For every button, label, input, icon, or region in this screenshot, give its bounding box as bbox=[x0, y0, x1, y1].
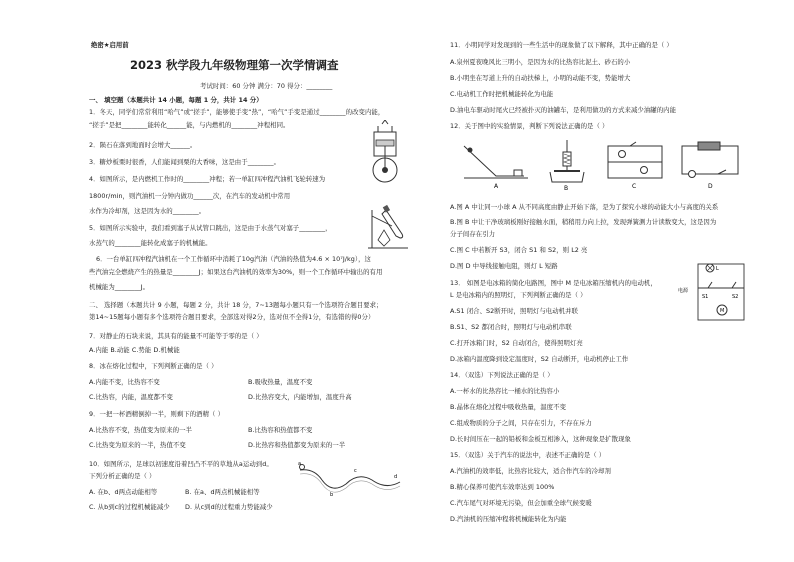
q2-line: 2．陨石在落到地面时会增大______。 bbox=[89, 141, 197, 149]
q1-line1: 1．冬天，同学们常常利用“哈气”或“搓手”，能够使手变“热”，“哈气”手变是通过________的改变内能， bbox=[89, 108, 385, 116]
q12-option-b1: B.图 B 中让干净玻璃板刚好接触水面，稍稍用力向上拉，发现弹簧测力计读数变大，这是因为 bbox=[450, 218, 717, 226]
q14-option-b: B.晶体在熔化过程中吸收热量，温度不变 bbox=[450, 403, 567, 411]
q10-option-c: C. 从b到c的过程机械能减少 bbox=[89, 503, 170, 511]
q7-options: A.内能 B.动能 C.势能 D.机械能 bbox=[89, 346, 180, 354]
q12-option-d: D.图 D 中导线接触电阻，则灯 L 短路 bbox=[450, 262, 558, 270]
fig-label-a: A bbox=[494, 183, 499, 190]
svg-text:a: a bbox=[298, 461, 302, 467]
circuit-s2-label: S2 bbox=[732, 294, 739, 300]
q9-option-c: C.比热变为原来的一半，热值不变 bbox=[89, 441, 186, 449]
q15-option-b: B.精心保养可使汽车效率达到 100% bbox=[450, 483, 555, 491]
circuit-lamp-label: L bbox=[716, 266, 719, 272]
q6-line3: 机械能为________J。 bbox=[89, 283, 150, 291]
q12-option-c: C.图 C 中若断开 S3，闭合 S1 和 S2，则 L2 亮 bbox=[450, 246, 588, 254]
q13-stem1: 13． 如图是电冰箱的简化电路图，图中 M 是电冰箱压缩机内的电动机， bbox=[450, 279, 657, 287]
q15-option-d: D.汽油机的压缩冲程将机械能转化为内能 bbox=[450, 515, 567, 523]
q3-line: 3．糖炒板栗时很香，人们能闻到栗的大香味，这是由于________。 bbox=[89, 158, 281, 166]
q4-line2: 1800r/min，则汽油机一分钟内做功______次，在汽车的发动机中常用 bbox=[89, 192, 291, 200]
q8-stem: 8．冰在熔化过程中，下列判断正确的是（ ） bbox=[89, 362, 218, 370]
q10-option-d: D. 从c到d的过程重力势能减少 bbox=[185, 503, 273, 511]
q9-option-d: D.比热容和热值都变为原来的一半 bbox=[248, 441, 346, 449]
svg-text:d: d bbox=[394, 474, 398, 480]
q14-stem: 14．（双选）下列说法正确的是（ ） bbox=[450, 371, 554, 379]
q10-option-b: B. 在a、d两点机械能相等 bbox=[185, 488, 260, 496]
q13-option-d: D.冰箱内温度降到设定温度时，S2 自动断开，电动机停止工作 bbox=[450, 355, 629, 363]
q4-line1: 4．如图所示，是内燃机工作时的________冲程；若一单缸四冲程汽油机飞轮转速为 bbox=[89, 175, 326, 183]
exam-info: 考试时间：60 分钟 满分：70 得分：________ bbox=[200, 82, 333, 90]
q15-option-a: A.汽油机的效率低，比热容比较大，适合作汽车的冷却剂 bbox=[450, 467, 611, 475]
q9-option-a: A.比热容不变，热值变为原来的一半 bbox=[89, 426, 192, 434]
q10-stem2: 下列分析正确的是（ ） bbox=[89, 472, 156, 480]
q9-option-b: B.比热容和热值都不变 bbox=[248, 426, 313, 434]
q14-option-c: C.组成物质的分子之间，只存在引力，不存在斥力 bbox=[450, 419, 592, 427]
q11-option-d: D.油电车驱动时尾火已经被扑灭的油罐车，是利用做功的方式来减少油罐的内能 bbox=[450, 106, 677, 114]
q12-figure-c bbox=[604, 140, 668, 192]
q14-option-a: A.一杯水的比热容比一桶水的比热容小 bbox=[450, 387, 560, 395]
q13-option-a: A.S1 闭合、S2断开时，照明灯与电动机并联 bbox=[450, 307, 578, 315]
svg-text:b: b bbox=[330, 492, 334, 496]
svg-text:c: c bbox=[354, 468, 357, 474]
q8-option-b: B.吸收热量，温度不变 bbox=[248, 378, 313, 386]
q15-option-c: C.汽车尾气对环境无污染，但会加重全球气候变暖 bbox=[450, 499, 592, 507]
q5-line1: 5．如图所示实验中，我们看到塞子从试管口跳出，这是由于水蒸气对塞子________， bbox=[89, 224, 332, 232]
q14-option-d: D.长时间压在一起的铅板和金板互相渗入，这种现象是扩散现象 bbox=[450, 435, 631, 443]
q4-line3: 水作为冷却剂，这是因为水的________。 bbox=[89, 207, 206, 215]
q6-line1: 6．一台单缸四冲程汽油机在一个工作循环中消耗了10g汽油（汽油的热值为4.6 × 10⁷J/kg），这 bbox=[96, 255, 371, 263]
q7-stem: 7．对静止的石块来说，其具有的能量不可能等于零的是（ ） bbox=[89, 332, 263, 340]
q8-option-a: A.内能不变，比热容不变 bbox=[89, 378, 160, 386]
q5-line2: 水蒸气的________能转化成塞子的机械能。 bbox=[89, 239, 212, 247]
section2-title: 二、 选择题（本题共计 9 小题，每题 2 分，共计 18 分，7~13题每小题只有一个选项符合题目要求； bbox=[89, 301, 383, 309]
engine-figure bbox=[360, 120, 412, 186]
q12-stem: 12．关于图中的实验情景，判断下列说法正确的是（ ） bbox=[450, 122, 609, 130]
q11-stem: 11．小明同学对发现到的一些生活中的现象做了以下解释，其中正确的是（ ） bbox=[450, 41, 673, 49]
section2-note: 第14~15题每小题有多个选项符合题目要求，全部选对得2分，选对但不全得1分，有选错的得0分） bbox=[89, 313, 375, 321]
circuit-s1-label: S1 bbox=[702, 294, 709, 300]
fig-label-b: B bbox=[564, 185, 569, 192]
secret-label: 绝密★启用前 bbox=[91, 41, 129, 49]
fig-label-d: D bbox=[708, 183, 713, 190]
q8-option-d: D.比热容变大，内能增加，温度升高 bbox=[248, 393, 352, 401]
q11-option-a: A.泉州夏夜晚风比三明小，是因为水的比热容比泥土、砂石的小 bbox=[450, 58, 631, 66]
test-tube-figure bbox=[358, 200, 418, 252]
q1-line2: “搓手”是把________能转化______能，与内燃机的________冲程相同。 bbox=[89, 121, 290, 129]
q10-option-a: A. 在b、d两点动能相等 bbox=[89, 488, 158, 496]
q8-option-c: C.比热容，内能，温度都不变 bbox=[89, 393, 173, 401]
section1-title: 一、 填空题（本题共计 14 小题，每题 1 分，共计 14 分） bbox=[89, 96, 263, 104]
fridge-circuit-figure bbox=[676, 258, 754, 328]
circuit-power-label: 电源 bbox=[678, 288, 689, 294]
q11-option-c: C.电动机工作时把机械能转化为电能 bbox=[450, 90, 554, 98]
q13-option-c: C.打开冰箱门时，S2 自动闭合，使得照明灯亮 bbox=[450, 339, 583, 347]
q11-option-b: B.小明坐在写道上升的自动扶梯上，小明的动能不变，势能增大 bbox=[450, 74, 631, 82]
page-title: 2023 秋学段九年级物理第一次学情调查 bbox=[130, 58, 339, 72]
q6-line2: 些汽油完全燃烧产生的热量是________J；如果这台汽油机的效率为30%，则一个工作循环中输出的有用 bbox=[89, 268, 383, 276]
q12-option-b2: 分子间存在引力 bbox=[450, 230, 496, 238]
q12-figure-b bbox=[544, 138, 590, 192]
q10-stem1: 10．如图所示，足球以初速度沿着凹凸不平的草地从a运动到d。 bbox=[89, 460, 273, 468]
q13-stem2: L 是电冰箱内的照明灯，下列判断正确的是（ ） bbox=[450, 291, 587, 299]
ball-track-figure bbox=[296, 460, 406, 496]
q12-figure-a bbox=[462, 142, 534, 192]
q12-option-a: A.图 A 中让同一小球 A 从不同高度由静止开始下落，是为了探究小球的动能大小与高度的关系 bbox=[450, 203, 719, 211]
q12-figure-d bbox=[678, 140, 744, 192]
q13-option-b: B.S1、S2 都闭合时，照明灯与电动机串联 bbox=[450, 323, 572, 331]
q15-stem: 15．（双选）关于汽车的说法中，表述不正确的是（ ） bbox=[450, 451, 606, 459]
fig-label-c: C bbox=[632, 183, 637, 190]
q9-stem: 9．一把一杯酒精倒掉一半，则剩下的酒精（ ） bbox=[89, 410, 225, 418]
circuit-motor-label: M bbox=[720, 308, 725, 314]
